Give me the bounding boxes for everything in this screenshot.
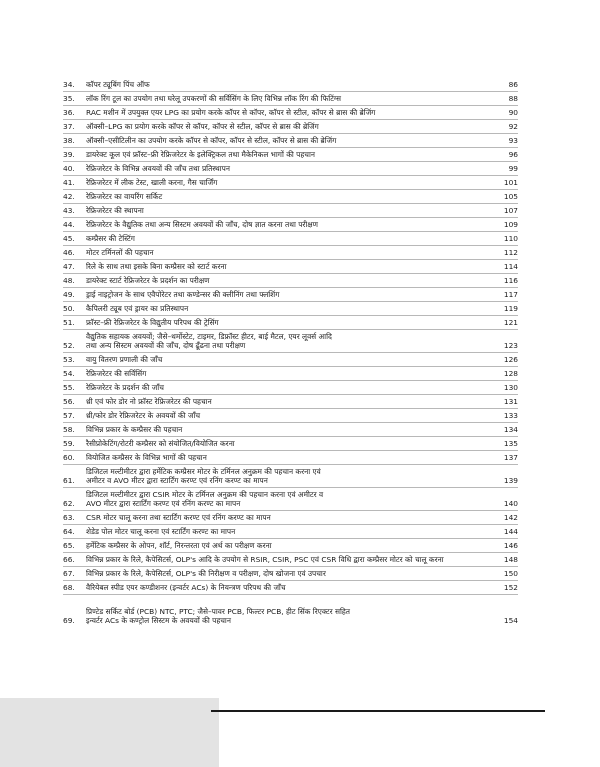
toc-row <box>63 246 518 260</box>
toc-row <box>63 353 518 367</box>
toc-row <box>63 120 518 134</box>
toc-row <box>63 595 518 627</box>
toc-number: 65. <box>63 541 75 551</box>
toc-title: कम्प्रैसर की टेस्टिंग <box>86 234 135 244</box>
toc-number: 67. <box>63 569 75 579</box>
toc-page-number: 123 <box>503 341 518 351</box>
toc-title: डायरेक्ट स्टार्ट रेफ्रिजरेटर के प्रदर्शन का परीक्षण <box>86 276 210 286</box>
toc-number: 40. <box>63 164 75 174</box>
toc-title: डिजिटल मल्टीमीटर द्वारा CSIR मोटर के टर्मिनल अनुक्रम की पहचान करना एवं अमीटर व AVO मीटर द्वारा स्टार्टिंग करण्ट एवं रनिंग करण्ट का मापन <box>86 489 324 509</box>
toc-title: ऑक्सी–LPG का प्रयोग करके कॉपर से कॉपर, कॉपर से स्टील, कॉपर से ब्रास की ब्रेजिंग <box>86 122 319 132</box>
toc-number: 56. <box>63 397 75 407</box>
toc-number: 55. <box>63 383 75 393</box>
toc-page-number: 117 <box>503 290 518 300</box>
toc-number: 53. <box>63 355 75 365</box>
toc-page-number: 142 <box>503 513 518 523</box>
toc-page-number: 92 <box>508 122 518 132</box>
toc-title: विभिन्न प्रकार के रिले, कैपेसिटर्स, OLP's आदि के उपयोग से RSIR, CSIR, PSC एवं CSR विधि द्वारा कम्प्रैसर मोटर को चालू करना <box>86 555 444 565</box>
toc-number: 57. <box>63 411 75 421</box>
toc-row <box>63 78 518 92</box>
toc-row <box>63 409 518 423</box>
toc-page-number: 93 <box>508 136 518 146</box>
toc-page-number: 140 <box>503 499 518 509</box>
toc-page-number: 121 <box>503 318 518 328</box>
toc-row <box>63 134 518 148</box>
toc-title: कैपिलरी ट्यूब एवं ड्रायर का प्रतिस्थापन <box>86 304 189 314</box>
toc-title: मोटर टर्मिनलों की पहचान <box>86 248 154 258</box>
toc-title: फ्रॉस्ट–फ्री रेफ्रिजरेटर के विद्युतीय परिपथ की ट्रेसिंग <box>86 318 219 328</box>
toc-title: वैरियेबल स्पीड एयर कण्डीशनर (इन्वर्टर ACs) के नियन्त्रण परिपथ की जाँच <box>86 583 286 593</box>
toc-row <box>63 381 518 395</box>
toc-page-number: 105 <box>503 192 518 202</box>
toc-page-number: 101 <box>503 178 518 188</box>
toc-title: RAC मशीन में उपयुक्त एयर LPG का प्रयोग करके कॉपर से कॉपर, कॉपर से स्टील, कॉपर से ब्रास की ब्रेजिंग <box>86 108 376 118</box>
toc-page-number: 86 <box>508 80 518 90</box>
toc-title: रेफ्रिजरेटर का वायरिंग सर्किट <box>86 192 163 202</box>
toc-title: रेफ्रिजरेटर के प्रदर्शन की जाँच <box>86 383 164 393</box>
toc-page-number: 131 <box>503 397 518 407</box>
toc-number: 64. <box>63 527 75 537</box>
toc-page-number: 119 <box>503 304 518 314</box>
toc-row <box>63 232 518 246</box>
toc-number: 47. <box>63 262 75 272</box>
toc-page-number: 133 <box>503 411 518 421</box>
toc-title: डिजिटल मल्टीमीटर द्वारा हर्मेटिक कम्प्रैसर मोटर के टर्मिनल अनुक्रम की पहचान करना एवं अमीटर व AVO मीटर द्वारा स्टार्टिंग करण्ट एवं रनिंग करण्ट का मापन <box>86 466 321 486</box>
toc-title: रिले के साथ तथा इसके बिना कम्प्रैसर को स्टार्ट करना <box>86 262 227 272</box>
toc-title: वियोजित कम्प्रैसर के विभिन्न भागों की पहचान <box>86 453 207 463</box>
toc-number: 35. <box>63 94 75 104</box>
toc-page-number: 135 <box>503 439 518 449</box>
toc-row <box>63 451 518 465</box>
toc-number: 37. <box>63 122 75 132</box>
toc-title: थ्री/फोर डोर रेफ्रिजरेटर के अवयवों की जाँच <box>86 411 201 421</box>
toc-title: ड्राई नाइट्रोजन के साथ एवैपोरेटर तथा कण्डेन्सर की क्लीनिंग तथा फ्लशिंग <box>86 290 280 300</box>
toc-title: लॉक रिंग टूल का उपयोग तथा घरेलू उपकरणों की सर्विसिंग के लिए विभिन्न लॉक रिंग की फिटिंग्स <box>86 94 342 104</box>
toc-page-number: 139 <box>503 476 518 486</box>
toc-row <box>63 423 518 437</box>
toc-row <box>63 567 518 581</box>
toc-number: 69. <box>63 616 75 626</box>
toc-title: ऑक्सी–एसीटिलीन का उपयोग करके कॉपर से कॉपर, कॉपर से स्टील, कॉपर से ब्रास की ब्रेजिंग <box>86 136 337 146</box>
toc-row <box>63 488 518 511</box>
toc-row <box>63 274 518 288</box>
toc-page-number: 96 <box>508 150 518 160</box>
toc-title: प्रिण्टेड सर्किट बोर्ड (PCB) NTC, PTC; जैसे–पावर PCB, फिल्टर PCB, हीट सिंक रिएक्टर सहित इन्वर्टर ACs के कण्ट्रोल सिस्टम के अवयवों की पहचान <box>86 606 351 626</box>
toc-title: हर्मेटिक कम्प्रैसर के ओपन, शॉर्ट, निरन्तरता एवं अर्थ का परीक्षण करना <box>86 541 272 551</box>
toc-page-number: 114 <box>503 262 518 272</box>
toc-row <box>63 176 518 190</box>
toc-row <box>63 260 518 274</box>
toc-page-number: 150 <box>503 569 518 579</box>
toc-row <box>63 525 518 539</box>
toc-number: 68. <box>63 583 75 593</box>
toc-page-number: 152 <box>503 583 518 593</box>
toc-title: थ्री एवं फोर डोर नो फ्रॉस्ट रेफ्रिजरेटर की पहचान <box>86 397 212 407</box>
toc-page-number: 126 <box>503 355 518 365</box>
toc-row <box>63 539 518 553</box>
toc-row <box>63 106 518 120</box>
toc-title: रेफ्रिजरेटर की स्थापना <box>86 206 144 216</box>
toc-number: 48. <box>63 276 75 286</box>
toc-row <box>63 92 518 106</box>
toc-number: 54. <box>63 369 75 379</box>
toc-title: विभिन्न प्रकार के रिले, कैपेसिटर्स, OLP's की निरीक्षण व परीक्षण, दोष खोजना एवं उपचार <box>86 569 326 579</box>
toc-title: डायरेक्ट कूल एवं फ्रॉस्ट–फ्री रेफ्रिजरेटर के इलेक्ट्रिकल तथा मैकेनिकल भागों की पहचान <box>86 150 315 160</box>
toc-row <box>63 395 518 409</box>
toc-title: रेफ्रिजरेटर में लीक टेस्ट, खाली करना, गैस चार्जिंग <box>86 178 218 188</box>
toc-number: 51. <box>63 318 75 328</box>
toc-number: 63. <box>63 513 75 523</box>
toc-title: शेडेड पोल मोटर चालू करना एवं स्टार्टिंग करण्ट का मापन <box>86 527 236 537</box>
toc-number: 42. <box>63 192 75 202</box>
toc-title: रेफ्रिजरेटर के वैद्युतिक तथा अन्य सिस्टम अवयवों की जाँच, दोष ज्ञात करना तथा परीक्षण <box>86 220 318 230</box>
toc-row <box>63 581 518 595</box>
toc-page-number: 112 <box>503 248 518 258</box>
toc-row <box>63 302 518 316</box>
toc-title: CSR मोटर चालू करना तथा स्टार्टिंग करण्ट एवं रनिंग करण्ट का मापन <box>86 513 271 523</box>
toc-row <box>63 437 518 451</box>
toc-number: 58. <box>63 425 75 435</box>
toc-page-number: 146 <box>503 541 518 551</box>
toc-row <box>63 204 518 218</box>
toc-page-number: 90 <box>508 108 518 118</box>
toc-page-number: 107 <box>503 206 518 216</box>
toc-number: 61. <box>63 476 75 486</box>
toc-number: 36. <box>63 108 75 118</box>
gray-footer-block <box>0 698 219 767</box>
toc-row <box>63 330 518 353</box>
toc-row <box>63 511 518 525</box>
toc-page-number: 144 <box>503 527 518 537</box>
footer-rule <box>211 710 545 712</box>
toc-title: रैसीप्रोकेटिंग/रोटरी कम्प्रैसर को संयोजित/वियोजित करना <box>86 439 235 449</box>
toc-row <box>63 148 518 162</box>
toc-number: 43. <box>63 206 75 216</box>
toc-row <box>63 288 518 302</box>
toc-title: रेफ्रिजरेटर की सर्विसिंग <box>86 369 147 379</box>
toc-number: 60. <box>63 453 75 463</box>
toc-number: 52. <box>63 341 75 351</box>
toc-page-number: 88 <box>508 94 518 104</box>
toc-row <box>63 316 518 330</box>
toc-row <box>63 367 518 381</box>
toc-number: 39. <box>63 150 75 160</box>
toc-number: 66. <box>63 555 75 565</box>
toc-page-number: 137 <box>503 453 518 463</box>
toc-page-number: 154 <box>503 616 518 626</box>
toc-row <box>63 190 518 204</box>
toc-number: 34. <box>63 80 75 90</box>
toc-page-number: 109 <box>503 220 518 230</box>
toc-number: 62. <box>63 499 75 509</box>
toc-title: विभिन्न प्रकार के कम्प्रैसर की पहचान <box>86 425 183 435</box>
toc-number: 41. <box>63 178 75 188</box>
toc-page-number: 128 <box>503 369 518 379</box>
toc-number: 46. <box>63 248 75 258</box>
toc-title: वैद्युतिक सहायक अवयवों; जैसे–थर्मोस्टेट, टाइमर, डिफ्रॉस्ट हीटर, बाई मैटल, एयर लूवर्स आदि तथा अन्य सिस्टम अवयवों की जाँच, दोष ढूँढना तथा परीक्षण <box>86 331 332 351</box>
toc-title: रेफ्रिजरेटर के विभिन्न अवयवों की जाँच तथा प्रतिस्थापन <box>86 164 230 174</box>
toc-page-number: 116 <box>503 276 518 286</box>
toc-title: वायु वितरण प्रणाली की जाँच <box>86 355 163 365</box>
toc-row <box>63 162 518 176</box>
toc-row <box>63 553 518 567</box>
table-of-contents <box>63 78 518 627</box>
toc-number: 59. <box>63 439 75 449</box>
toc-number: 49. <box>63 290 75 300</box>
toc-page-number: 110 <box>503 234 518 244</box>
toc-title: कॉपर ट्यूबिंग पिंच ऑफ <box>86 80 150 90</box>
toc-page-number: 130 <box>503 383 518 393</box>
toc-number: 50. <box>63 304 75 314</box>
toc-row <box>63 218 518 232</box>
toc-row <box>63 465 518 488</box>
toc-number: 38. <box>63 136 75 146</box>
toc-page-number: 148 <box>503 555 518 565</box>
toc-number: 44. <box>63 220 75 230</box>
toc-page-number: 99 <box>508 164 518 174</box>
toc-page-number: 134 <box>503 425 518 435</box>
toc-number: 45. <box>63 234 75 244</box>
